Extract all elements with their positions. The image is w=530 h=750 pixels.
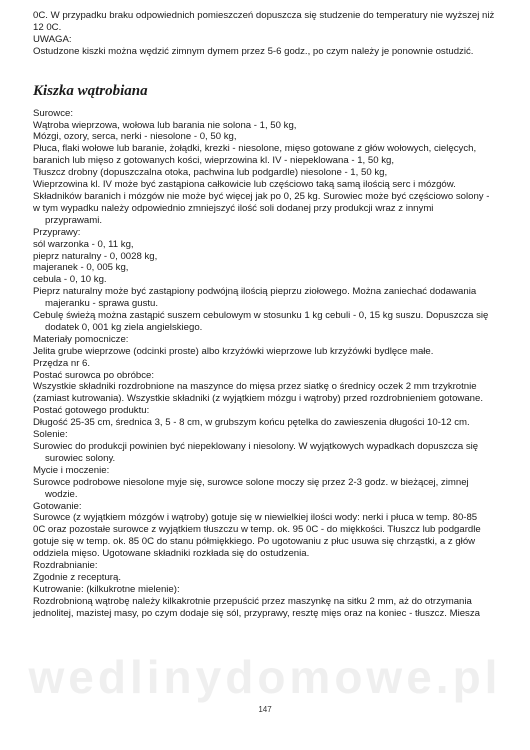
intro-block [33,10,503,58]
body-line: surowiec solony. [45,452,116,464]
body-line: Surowce (z wyjątkiem mózgów i wątroby) gotuje się w niewielkiej ilości wody: nerki i płuca w temp. 80-85 [33,512,478,524]
body-line: Zgodnie z recepturą. [33,571,121,583]
body-line: Cebulę świeżą można zastąpić suszem cebulowym w stosunku 1 kg cebuli - 0, 15 kg suszu. Dopuszcza się [33,310,489,322]
body-line: baranich lub mięso z gotowanych kości, wieprzowina kl. IV - niepeklowana - 1, 50 kg, [33,155,395,167]
section-title: Kiszka wątrobiana [33,82,148,99]
intro-line: 0C. W przypadku braku odpowiednich pomieszczeń dopuszcza się studzenie do temperatury nie wyższej niż [33,10,495,21]
body-line: majeranek - 0, 005 kg, [33,262,129,274]
body-line: Materiały pomocnicze: [33,333,129,345]
body-line: Długość 25-35 cm, średnica 3, 5 - 8 cm, w grubszym końcu pętelka do zawieszenia długości 10-12 cm. [33,417,470,429]
body-line: Mycie i moczenie: [33,464,110,476]
body-line: Pieprz naturalny może być zastąpiony podwójną ilością pieprzu ziołowego. Można zaniechać dodawania [33,286,477,298]
body-line: majeranku - sprawa gustu. [45,298,159,310]
body-line: 0C oraz pozostałe surowce z wyjątkiem tłuszczu w temp. ok. 95 0C - do miękkości. Tłuszcz lub podgardle [33,524,481,536]
body-line: dodatek 0, 001 kg ziela angielskiego. [45,321,203,333]
intro-line: 12 0C. [33,21,62,33]
body-line: Surowce podrobowe niesolone myje się, surowce solone moczy się przez 2-3 godz. w bieżącej, zimnej [33,476,469,488]
recipe-body [33,108,503,620]
body-line: Przyprawy: [33,226,81,238]
body-line: Rozdrabnianie: [33,560,98,572]
body-line: Kutrowanie: (kilkukrotne mielenie): [33,583,180,595]
body-line: Gotowanie: [33,500,82,512]
body-line: Rozdrobnioną wątrobę należy kilkakrotnie przepuścić przez maszynkę na sitku 2 mm, aż do otrzymania [33,595,472,607]
body-line: Wszystkie składniki rozdrobnione na maszynce do mięsa przez siatkę o średnicy oczek 2 mm trzykrotnie [33,381,477,393]
body-line: sól warzonka - 0, 11 kg, [33,238,134,250]
body-line: Składników baranich i mózgów nie może być więcej jak po 0, 25 kg. Surowiec może być częściowo solony - [33,190,490,202]
body-line: Mózgi, ozory, serca, nerki - niesolone - 0, 50 kg, [33,131,237,143]
body-line: Surowiec do produkcji powinien być niepeklowany i niesolony. W wyjątkowych wypadkach dopuszcza się [33,441,479,452]
body-line: (zamiast kutrowania). Wszystkie składniki (z wyjątkiem mózgu i wątroby) przed rozdrobnieniem gotowane. [33,393,484,405]
intro-line: UWAGA: [33,33,72,45]
body-line: oddziela mięso. Ugotowane składniki rozkłada się do ostudzenia. [33,548,310,560]
body-line: Solenie: [33,429,68,441]
body-line: Wątroba wieprzowa, wołowa lub barania nie solona - 1, 50 kg, [33,119,297,131]
body-line: Postać gotowego produktu: [33,405,150,417]
intro-line: Ostudzone kiszki można wędzić zimnym dymem przez 5-6 godz., po czym należy je ponownie ostudzić. [33,45,474,57]
watermark-text: wedlinydomowe.pl [28,651,502,703]
page-content [33,10,503,620]
body-line: Surowce: [33,107,73,119]
body-line: pieprz naturalny - 0, 0028 kg, [33,250,158,262]
body-line: Płuca, flaki wołowe lub baranie, żołądki, krezki - niesolone, mięso gotowane z głów wołowych, cielęcych, [33,143,477,155]
body-line: przyprawami. [45,214,103,226]
body-line: Jelita grube wieprzowe (odcinki proste) albo krzyżówki wieprzowe lub krzyżówki bydlęce małe. [33,345,434,357]
body-line: gotuje się w temp. ok. 85 0C do stanu półmiękkiego. Po ugotowaniu z płuc usuwa się chrząstki, a z głów [33,536,476,548]
body-line: Postać surowca po obróbce: [33,369,155,381]
body-line: wodzie. [45,488,78,500]
body-line: Wieprzowina kl. IV może być zastąpiona całkowicie lub częściowo taką samą ilością serc i mózgów. [33,179,456,191]
body-line: cebula - 0, 10 kg. [33,274,107,286]
body-line: Tłuszcz drobny (dopuszczalna otoka, pachwina lub podgardle) niesolone - 1, 50 kg, [33,167,388,179]
page-number: 147 [258,705,272,714]
body-line: jednolitej, mazistej masy, po czym dodaje się sól, przyprawy, resztę mięs oraz na koniec - tłuszcz. Miesza [33,607,480,619]
body-line: w tym wypadku należy odpowiednio zmniejszyć ilość soli dodanej przy produkcji wraz z innymi [33,202,434,214]
body-line: Przędza nr 6. [33,357,91,369]
